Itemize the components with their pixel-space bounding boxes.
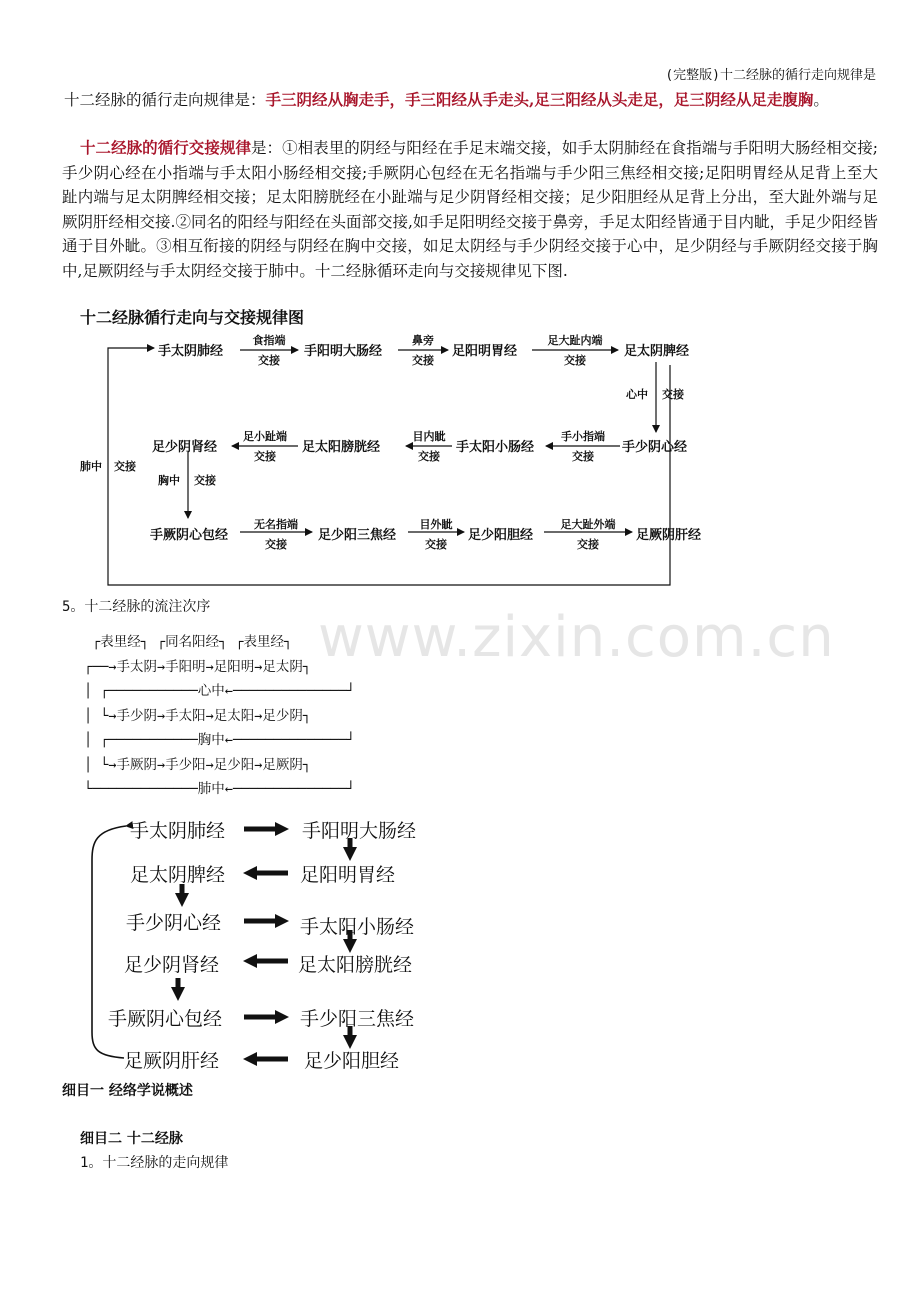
jiaojie-heading: 十二经脉的循行交接规律	[80, 138, 251, 157]
flow-line: │ ┌───────────心中←──────────────┘	[84, 683, 355, 699]
watermark: www.zixin.com.cn	[318, 605, 835, 670]
flow2-left-4: 手厥阴心包经	[108, 1008, 223, 1030]
label-jiaojie: 交接	[572, 450, 594, 463]
label-little-finger: 手小指端	[561, 430, 605, 443]
node-shou-yangming-colon: 手阳明大肠经	[304, 344, 383, 359]
label-jiaojie: 交接	[662, 388, 684, 401]
label-ring-finger: 无名指端	[254, 518, 298, 531]
node-shou-taiyang-small-intestine: 手太阳小肠经	[456, 440, 535, 455]
label-big-toe-outer: 足大趾外端	[560, 518, 616, 531]
node-shou-jueyin-pericardium: 手厥阴心包经	[150, 528, 229, 543]
node-zu-shaoyin-kidney: 足少阴肾经	[152, 440, 218, 455]
node-zu-jueyin-liver: 足厥阴肝经	[636, 528, 702, 543]
flow2-right-1: 足阳明胃经	[300, 864, 396, 886]
node-zu-shaoyang-gallbladder: 足少阳胆经	[468, 528, 534, 543]
flow2-left-2: 手少阴心经	[126, 912, 222, 934]
intro-tail: 。	[813, 91, 829, 109]
label-inner-canthus: 目内眦	[412, 430, 446, 443]
label-chest: 胸中	[158, 474, 180, 487]
label-jiaojie: 交接	[258, 354, 280, 367]
label-nose-side: 鼻旁	[412, 334, 434, 347]
node-shou-shaoyin-heart: 手少阴心经	[622, 440, 688, 455]
diagram-title: 十二经脉循行走向与交接规律图	[80, 308, 305, 327]
intro-rule: 手三阴经从胸走手，手三阳经从手走头,足三阳经从头走足，足三阴经从足走腹胸	[265, 90, 814, 109]
node-zu-yangming-stomach: 足阳明胃经	[452, 344, 518, 359]
label-lung: 肺中	[80, 460, 102, 473]
label-jiaojie: 交接	[265, 538, 287, 551]
flow2-right-5: 足少阳胆经	[304, 1050, 400, 1072]
flow2-left-1: 足太阴脾经	[130, 864, 226, 886]
node-sanjiao: 足少阳三焦经	[318, 528, 397, 543]
label-jiaojie: 交接	[564, 354, 586, 367]
jiaojie-colon: 是：	[250, 139, 283, 157]
flow2-right-0: 手阳明大肠经	[302, 820, 417, 842]
label-jiaojie: 交接	[577, 538, 599, 551]
label-jiaojie: 交接	[418, 450, 440, 463]
subsection-2-heading: 细目二 十二经脉	[80, 1131, 183, 1147]
label-heart: 心中	[626, 388, 648, 401]
node-shou-taiyin-lung: 手太阴肺经	[158, 344, 224, 359]
flow2-right-4: 手少阳三焦经	[300, 1008, 415, 1030]
label-jiaojie: 交接	[194, 474, 216, 487]
flow-line: │ └→手少阴→手太阳→足太阳→足少阴┐	[84, 707, 312, 724]
node-zu-taiyang-bladder: 足太阳膀胱经	[302, 440, 381, 455]
section5-title: 5。十二经脉的流注次序	[62, 599, 211, 615]
flow2-right-3: 足太阳膀胱经	[298, 954, 413, 976]
subsection-2-subtitle: 1。十二经脉的走向规律	[80, 1155, 229, 1171]
label-little-toe: 足小趾端	[243, 430, 287, 443]
label-jiaojie: 交接	[254, 450, 276, 463]
page-header-title: (完整版)十二经脉的循行走向规律是	[665, 68, 876, 83]
label-jiaojie: 交接	[412, 354, 434, 367]
label-big-toe-inner: 足大趾内端	[547, 334, 603, 347]
subsection-1-heading: 细目一 经络学说概述	[62, 1083, 193, 1099]
flow2-right-2: 手太阳小肠经	[300, 916, 415, 938]
label-jiaojie: 交接	[425, 538, 447, 551]
flow-line: │ ┌───────────胸中←──────────────┘	[84, 732, 355, 748]
flow2-left-0: 手太阴肺经	[130, 820, 226, 842]
node-zu-taiyin-spleen: 足太阴脾经	[624, 344, 690, 359]
flow-line: ┌──→手太阴→手阳明→足阳明→足太阴┐	[84, 658, 312, 675]
label-index-finger: 食指端	[252, 334, 286, 347]
flow2-left-5: 足厥阴肝经	[124, 1050, 220, 1072]
flow-line: │ └→手厥阴→手少阳→足少阳→足厥阴┐	[84, 756, 312, 773]
flow-line: ┌表里经┐ ┌同名阳经┐ ┌表里经┐	[84, 634, 293, 650]
label-outer-canthus: 目外眦	[419, 518, 453, 531]
flow2-left-3: 足少阴肾经	[124, 954, 220, 976]
label-jiaojie: 交接	[114, 460, 136, 473]
jiaojie-body: ①相表里的阴经与阳经在手足末端交接，如手太阴肺经在食指端与手阳明大肠经相交接;手少阴心经在小指端与手太阳小肠经相交接;手厥阴心包经在无名指端与手少阳三焦经相交接;足阳明胃经从足背上至大趾内端与足太阴脾经相交接；足太阳膀胱经在小趾端与足少阴肾经相交接；足少阳胆经从足背上分出，至大趾外端与足厥阴肝经相交接.②同名的阳经与阳经在头面部交接,如手足阳明经交接于鼻旁，手足太阳经皆通于目内眦，手足少阳经皆通于目外眦。③相互衔接的阴经与阴经在胸中交接，如足太阴经与手少阴经交接于心中，足少阴经与手厥阴经交接于胸中,足厥阴经与手太阴经交接于肺中。十二经脉循环走向与交接规律见下图.	[62, 139, 878, 280]
flow-line: └─────────────肺中←──────────────┘	[84, 781, 355, 797]
intro-lead: 十二经脉的循行走向规律是：	[64, 91, 266, 109]
